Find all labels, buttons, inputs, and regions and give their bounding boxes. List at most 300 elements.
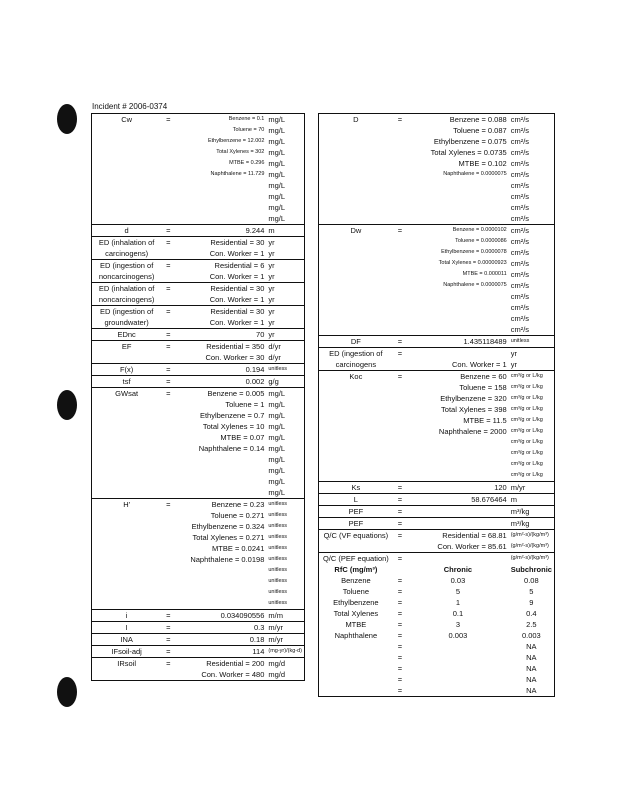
left-cell-value: Residential = 30 (175, 306, 266, 318)
right-cell-label (319, 236, 393, 247)
left-row (92, 565, 305, 576)
right-cell-equals (393, 541, 407, 553)
right-row (319, 147, 555, 158)
left-cell-value: Total Xylenes = 10 (202, 421, 265, 431)
left-row (92, 543, 305, 554)
rfc-cell (407, 652, 509, 663)
right-cell-value: Total Xylenes = 0.00000923 (438, 259, 507, 266)
left-row (92, 576, 305, 587)
left-cell-equals (161, 147, 175, 158)
left-cell-value: 70 (175, 329, 266, 341)
left-cell-label (92, 399, 162, 410)
right-cell-equals (393, 437, 407, 448)
left-cell-value: Residential = 6 (175, 260, 266, 272)
right-cell-label (319, 470, 393, 482)
left-cell-unit: mg/L (268, 125, 286, 135)
right-row (319, 302, 555, 313)
right-cell-equals (393, 136, 407, 147)
left-cell-value (175, 576, 266, 587)
left-cell-label: d (92, 225, 162, 237)
right-cell-label (319, 448, 393, 459)
left-cell-equals (161, 521, 175, 532)
rfc-cell: Toluene (342, 586, 369, 596)
left-cell-label: noncarcinogens) (98, 294, 155, 304)
left-row (92, 352, 305, 364)
left-row (92, 658, 305, 670)
left-row (92, 388, 305, 400)
left-cell-label: I (92, 622, 162, 634)
right-row (319, 415, 555, 426)
right-cell-value: Toluene = 158 (459, 382, 507, 392)
left-cell-equals (161, 125, 175, 136)
left-row (92, 213, 305, 225)
right-cell-unit: cm²/s (510, 202, 530, 212)
left-cell-label (92, 565, 162, 576)
right-cell-value: Con. Worker = 1 (452, 359, 507, 369)
left-cell-unit: yr (266, 237, 304, 249)
right-cell-label (319, 437, 393, 448)
right-cell-label (319, 147, 393, 158)
right-cell-label (319, 302, 393, 313)
left-cell-label: IFsoil-adj (92, 646, 162, 658)
rfc-row (319, 619, 555, 630)
left-cell-equals (161, 465, 175, 476)
left-row (92, 329, 305, 341)
left-cell-value (175, 476, 266, 487)
left-cell-unit: mg/L (268, 136, 286, 146)
right-row (319, 359, 555, 371)
left-cell-unit: mg/L (268, 410, 286, 420)
right-cell-unit: cm³/g or L/kg (510, 383, 543, 390)
right-cell-equals (393, 470, 407, 482)
left-cell-label (92, 576, 162, 587)
right-row (319, 236, 555, 247)
rfc-cell: = (397, 674, 403, 684)
right-cell-equals (393, 191, 407, 202)
left-cell-label (92, 510, 162, 521)
right-cell-unit: cm²/s (510, 258, 530, 268)
left-cell-label (92, 147, 162, 158)
left-cell-unit: mg/d (268, 669, 286, 679)
left-cell-unit: m/yr (266, 622, 304, 634)
right-cell-equals (393, 448, 407, 459)
left-cell-unit: m/m (266, 610, 304, 622)
left-cell-value: Residential = 350 (175, 341, 266, 353)
rfc-cell (319, 652, 393, 663)
right-cell-label (319, 324, 393, 336)
left-row (92, 646, 305, 658)
right-cell-value (407, 291, 509, 302)
right-cell-equals (393, 236, 407, 247)
right-cell-equals (393, 269, 407, 280)
right-cell-unit: cm²/s (509, 225, 555, 237)
left-cell-label (92, 487, 162, 499)
right-row (319, 191, 555, 202)
left-row (92, 598, 305, 610)
right-cell-value (407, 180, 509, 191)
punch-hole-top (57, 104, 77, 134)
left-cell-value (175, 598, 266, 610)
right-row (319, 313, 555, 324)
right-row (319, 494, 555, 506)
right-cell-equals (393, 158, 407, 169)
left-cell-label (92, 202, 162, 213)
left-cell-value: Residential = 30 (175, 283, 266, 295)
right-cell-equals (393, 404, 407, 415)
left-row (92, 225, 305, 237)
left-row (92, 443, 305, 454)
left-cell-value (175, 487, 266, 499)
left-row (92, 622, 305, 634)
rfc-cell (319, 663, 393, 674)
left-cell-unit: yr (266, 260, 304, 272)
left-row (92, 421, 305, 432)
left-row (92, 125, 305, 136)
left-cell-label: Cw (121, 114, 133, 124)
left-cell-value: Con. Worker = 30 (205, 352, 265, 362)
right-cell-value (407, 506, 509, 518)
left-row (92, 432, 305, 443)
left-cell-unit: mg/L (268, 454, 286, 464)
left-cell-unit: unitless (268, 533, 288, 540)
left-cell-equals: = (161, 237, 175, 249)
left-cell-unit: mg/L (268, 169, 286, 179)
right-cell-label (319, 158, 393, 169)
left-row (92, 476, 305, 487)
right-cell-equals (393, 426, 407, 437)
rfc-cell: 9 (529, 597, 534, 607)
right-cell-value (407, 202, 509, 213)
left-cell-value: Naphthalene = 0.0198 (190, 554, 265, 564)
left-cell-label (92, 180, 162, 191)
right-cell-label (319, 258, 393, 269)
left-cell-value: 0.18 (175, 634, 266, 646)
right-cell-equals: = (393, 553, 407, 565)
left-cell-label: tsf (92, 376, 162, 388)
left-cell-value: Benzene = 0.1 (228, 115, 265, 122)
right-cell-unit: cm²/s (510, 147, 530, 157)
left-cell-unit: mg/L (268, 114, 286, 124)
left-cell-equals (161, 158, 175, 169)
left-cell-equals (161, 432, 175, 443)
right-cell-equals: = (393, 506, 407, 518)
left-cell-value: Naphthalene = 0.14 (198, 443, 265, 453)
rfc-cell: MTBE (345, 619, 367, 629)
right-cell-unit: (g/m²-s)/(kg/m³) (510, 542, 549, 549)
right-cell-unit: cm²/s (510, 169, 530, 179)
left-cell-value: Con. Worker = 1 (209, 248, 265, 258)
rfc-cell (319, 674, 393, 685)
right-cell-unit: cm³/g or L/kg (509, 371, 555, 383)
left-cell-equals: = (161, 634, 175, 646)
right-row (319, 258, 555, 269)
left-cell-label (92, 169, 162, 180)
right-row (319, 506, 555, 518)
left-cell-equals: = (161, 622, 175, 634)
rfc-cell (407, 663, 509, 674)
left-cell-unit: mg/d (266, 658, 304, 670)
left-row (92, 283, 305, 295)
right-cell-label: Q/C (PEF equation) (319, 553, 393, 565)
left-row (92, 136, 305, 147)
right-cell-value: Total Xylenes = 398 (441, 404, 507, 414)
rfc-cell: 1 (455, 597, 461, 607)
left-cell-unit: mg/L (268, 147, 286, 157)
left-cell-label: ED (inhalation of (92, 283, 162, 295)
left-cell-unit: unitless (268, 544, 288, 551)
left-cell-label (92, 410, 162, 421)
left-cell-equals (161, 180, 175, 191)
rfc-row (319, 674, 555, 685)
left-cell-unit: unitless (266, 499, 304, 511)
left-row (92, 454, 305, 465)
left-cell-label (92, 554, 162, 565)
right-cell-unit: cm³/g or L/kg (510, 427, 543, 434)
left-row (92, 399, 305, 410)
right-row (319, 291, 555, 302)
right-row (319, 371, 555, 383)
right-row (319, 269, 555, 280)
left-cell-equals: = (161, 499, 175, 511)
rfc-row (319, 575, 555, 586)
rfc-cell: = (397, 608, 403, 618)
left-cell-equals: = (161, 376, 175, 388)
left-cell-value (175, 202, 266, 213)
right-cell-equals (393, 393, 407, 404)
right-cell-equals (393, 258, 407, 269)
rfc-cell: 5 (455, 586, 461, 596)
right-cell-label (319, 313, 393, 324)
left-cell-value: Benzene = 0.23 (175, 499, 266, 511)
right-cell-unit: cm²/s (510, 291, 530, 301)
left-cell-label (92, 543, 162, 554)
right-row (319, 202, 555, 213)
right-cell-unit: (g/m²-s)/(kg/m³) (509, 553, 555, 565)
left-cell-label (92, 432, 162, 443)
right-cell-value (407, 191, 509, 202)
left-cell-label: H' (92, 499, 162, 511)
right-row (319, 382, 555, 393)
left-cell-unit: mg/L (266, 388, 304, 400)
left-cell-unit: yr (266, 329, 304, 341)
right-row (319, 280, 555, 291)
rfc-cell: Ethylbenzene (333, 597, 379, 607)
left-cell-unit: unitless (268, 588, 288, 595)
right-cell-unit: cm³/g or L/kg (510, 405, 543, 412)
left-cell-unit: mg/L (268, 476, 286, 486)
rfc-cell: = (397, 685, 403, 695)
left-cell-equals (161, 669, 175, 681)
left-cell-unit: yr (268, 294, 275, 304)
right-row (319, 541, 555, 553)
rfc-header-cell: RfC (mg/m³) (334, 564, 378, 574)
punch-hole-bottom (57, 677, 77, 707)
left-cell-equals (161, 169, 175, 180)
rfc-cell: = (397, 586, 403, 596)
rfc-cell: = (397, 652, 403, 662)
right-cell-value: Con. Worker = 85.61 (437, 541, 507, 551)
right-cell-label (319, 459, 393, 470)
right-cell-value: MTBE = 0.102 (458, 158, 507, 168)
left-cell-value: Ethylbenzene = 0.7 (199, 410, 265, 420)
left-cell-label (92, 587, 162, 598)
left-cell-equals (161, 576, 175, 587)
left-cell-label: IRsoil (92, 658, 162, 670)
left-cell-label: INA (92, 634, 162, 646)
right-row (319, 530, 555, 542)
right-cell-value: Benzene = 0.0000102 (407, 225, 509, 237)
left-cell-label: i (92, 610, 162, 622)
rfc-cell: NA (526, 663, 537, 673)
right-cell-equals (393, 302, 407, 313)
left-row (92, 317, 305, 329)
left-cell-value: Residential = 200 (175, 658, 266, 670)
left-row (92, 260, 305, 272)
left-cell-value: MTBE = 0.0241 (212, 543, 265, 553)
left-cell-label (92, 125, 162, 136)
left-cell-value: Con. Worker = 1 (209, 317, 265, 327)
left-cell-equals: = (161, 260, 175, 272)
left-cell-equals (161, 443, 175, 454)
right-cell-unit: cm³/g or L/kg (510, 460, 543, 467)
right-cell-value: Residential = 68.81 (407, 530, 509, 542)
left-cell-value: Toluene = 0.271 (210, 510, 265, 520)
right-cell-label (319, 291, 393, 302)
left-row (92, 487, 305, 499)
right-cell-equals: = (393, 336, 407, 348)
rfc-row (319, 652, 555, 663)
left-cell-value: 0.034090556 (175, 610, 266, 622)
right-cell-value: 58.676464 (407, 494, 509, 506)
right-cell-value (407, 448, 509, 459)
right-cell-unit: cm²/s (510, 191, 530, 201)
left-cell-equals: = (166, 114, 171, 124)
right-cell-equals (393, 459, 407, 470)
left-cell-label (92, 421, 162, 432)
right-row (319, 482, 555, 494)
right-row (319, 225, 555, 237)
rfc-row (319, 641, 555, 652)
rfc-row (319, 586, 555, 597)
left-cell-unit: yr (266, 283, 304, 295)
left-cell-equals (161, 598, 175, 610)
right-cell-label (319, 269, 393, 280)
left-row (92, 114, 305, 126)
left-cell-unit: mg/L (268, 399, 286, 409)
left-cell-unit: unitless (268, 599, 288, 606)
left-row (92, 376, 305, 388)
rfc-cell: 5 (529, 586, 534, 596)
left-cell-unit: m/yr (266, 634, 304, 646)
right-cell-equals (393, 313, 407, 324)
right-row (319, 553, 555, 565)
right-cell-label (319, 180, 393, 191)
rfc-row (319, 597, 555, 608)
left-cell-value: MTBE = 0.07 (220, 432, 265, 442)
rfc-cell: 2.5 (526, 619, 537, 629)
rfc-cell: NA (526, 674, 537, 684)
left-cell-label (92, 669, 162, 681)
rfc-row (319, 630, 555, 641)
left-cell-value: Ethylbenzene = 0.324 (191, 521, 265, 531)
right-row (319, 158, 555, 169)
left-cell-value: Total Xylenes = 0.271 (192, 532, 265, 542)
left-cell-label: ED (inhalation of (92, 237, 162, 249)
right-cell-unit: cm²/s (510, 213, 530, 223)
left-cell-unit: m (266, 225, 304, 237)
left-cell-value (175, 191, 266, 202)
left-cell-unit: g/g (266, 376, 304, 388)
left-cell-equals: = (161, 658, 175, 670)
punch-hole-middle (57, 390, 77, 420)
right-cell-unit: cm²/s (510, 180, 530, 190)
rfc-cell: 3 (455, 619, 461, 629)
left-cell-label (92, 465, 162, 476)
left-cell-value: Toluene = 1 (225, 399, 265, 409)
left-row (92, 158, 305, 169)
right-cell-unit: (g/m²-s)/(kg/m³) (509, 530, 555, 542)
right-cell-value (407, 348, 509, 360)
left-cell-equals (161, 399, 175, 410)
right-cell-equals (393, 324, 407, 336)
right-cell-value (407, 518, 509, 530)
left-cell-unit: mg/L (268, 180, 286, 190)
left-cell-equals (161, 543, 175, 554)
left-cell-value (175, 213, 266, 225)
left-cell-unit: yr (268, 317, 275, 327)
left-cell-unit: mg/L (268, 213, 286, 223)
right-row (319, 404, 555, 415)
right-cell-label (319, 382, 393, 393)
left-cell-unit: unitless (268, 566, 288, 573)
right-row (319, 114, 555, 126)
right-cell-label (319, 169, 393, 180)
right-cell-value: MTBE = 11.5 (463, 415, 507, 425)
rfc-cell: 0.08 (524, 575, 539, 585)
right-cell-label: Q/C (VF equations) (319, 530, 393, 542)
right-cell-equals (393, 202, 407, 213)
rfc-header-cell: Chronic (443, 564, 473, 574)
right-cell-value: Total Xylenes = 0.0735 (430, 147, 507, 157)
left-cell-unit: unitless (268, 577, 288, 584)
right-cell-unit: cm²/s (510, 158, 530, 168)
left-row (92, 169, 305, 180)
right-cell-value: Naphthalene = 2000 (438, 426, 507, 436)
right-cell-label: Ks (319, 482, 393, 494)
rfc-cell: 0.003 (448, 630, 468, 640)
left-cell-label (92, 598, 162, 610)
left-cell-unit: unitless (268, 555, 288, 562)
right-cell-label (319, 415, 393, 426)
right-row (319, 324, 555, 336)
right-cell-equals (393, 213, 407, 225)
left-cell-equals (161, 294, 175, 306)
right-row (319, 393, 555, 404)
left-row (92, 237, 305, 249)
right-cell-unit: m³/kg (509, 518, 555, 530)
rfc-cell (407, 685, 509, 697)
left-cell-equals: = (161, 283, 175, 295)
right-cell-label (319, 136, 393, 147)
right-cell-label: DF (319, 336, 393, 348)
left-cell-unit: mg/L (268, 191, 286, 201)
right-cell-equals (393, 125, 407, 136)
left-cell-label (92, 136, 162, 147)
left-cell-unit: mg/L (268, 443, 286, 453)
left-cell-equals (161, 271, 175, 283)
left-row (92, 191, 305, 202)
rfc-row (319, 608, 555, 619)
